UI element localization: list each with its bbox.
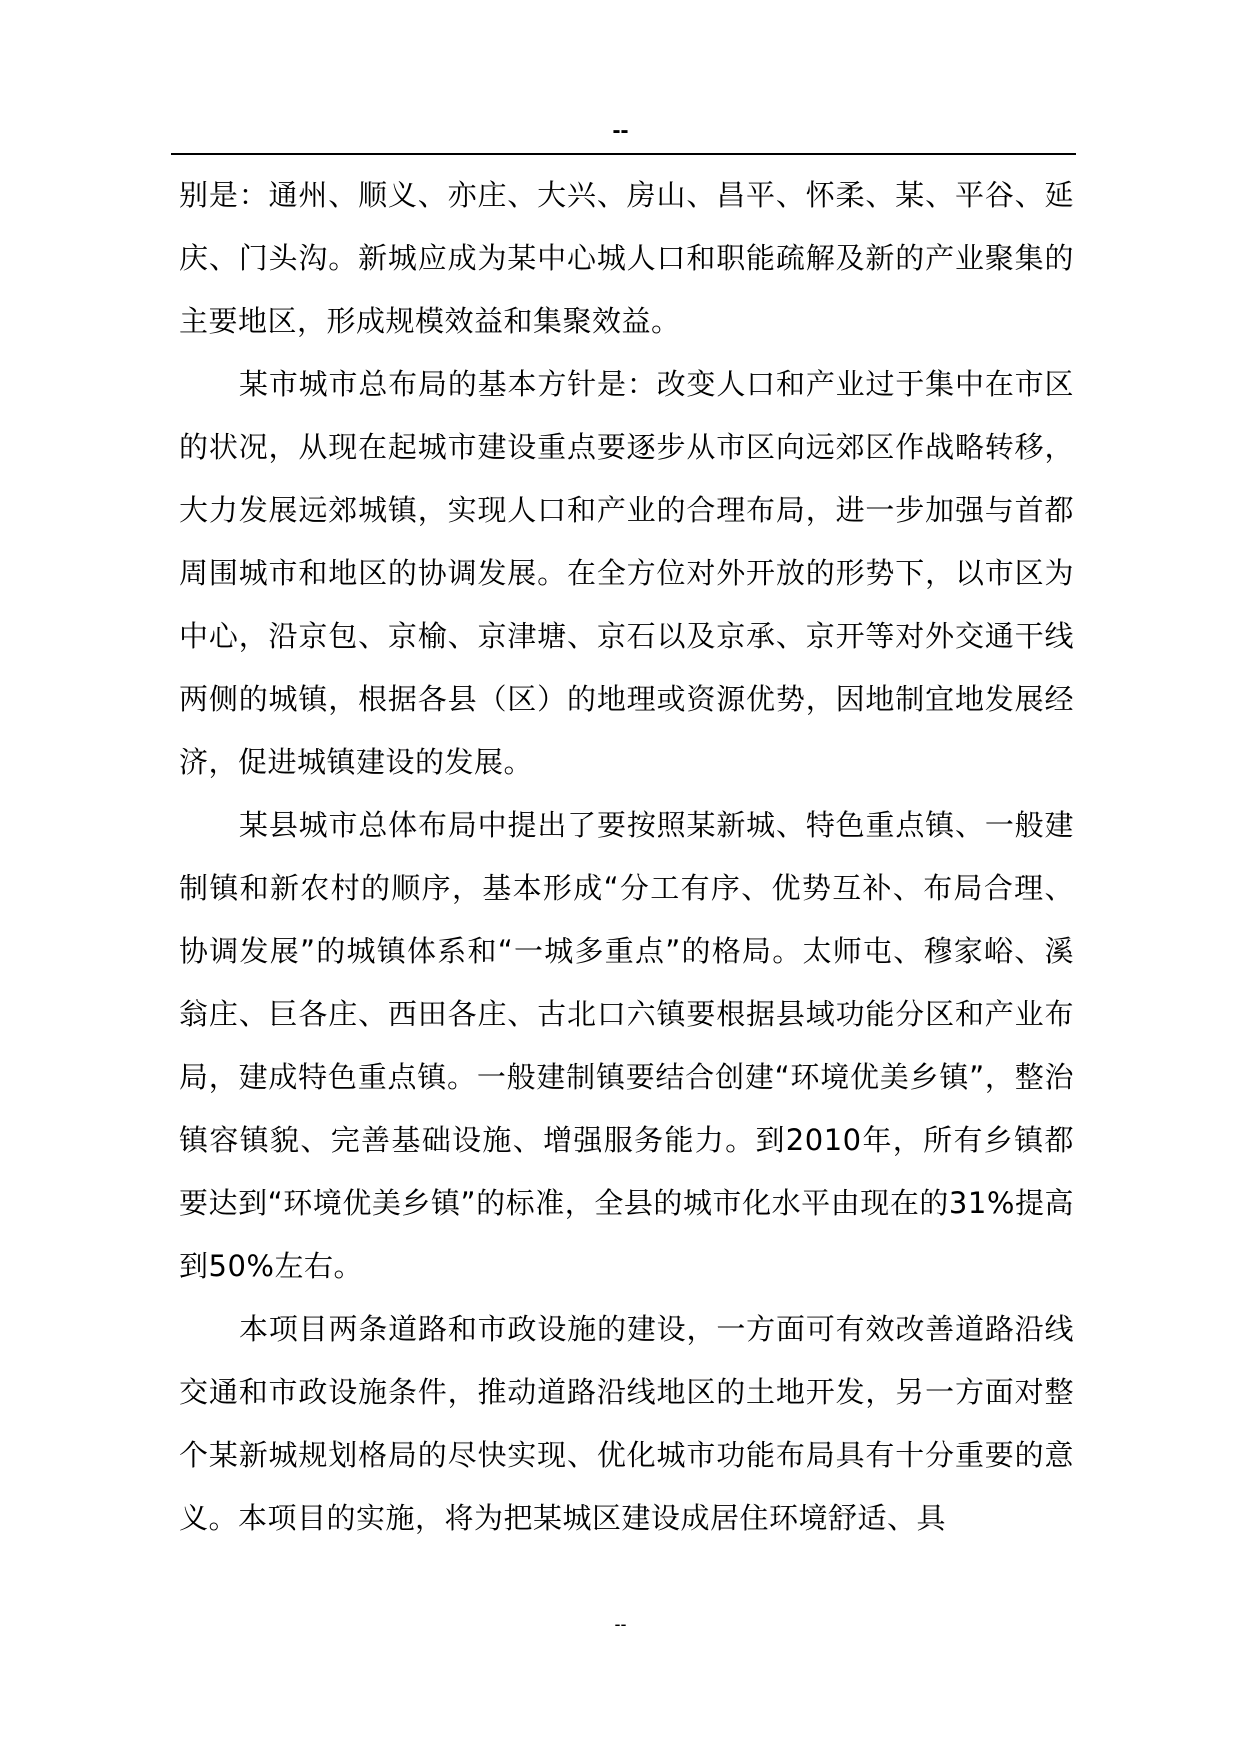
- page-footer-mark: --: [614, 1614, 627, 1634]
- page-header-mark: --: [612, 117, 629, 144]
- document-body: [179, 164, 1074, 1550]
- header-divider: [171, 153, 1076, 155]
- paragraph-4: 本项目两条道路和市政设施的建设，一方面可有效改善道路沿线交通和市政设施条件，推动道路沿线地区的土地开发，另一方面对整个某新城规划格局的尽快实现、优化城市功能布局具有十分重要的意义。本项目的实施，将为把某城区建设成居住环境舒适、具: [179, 1312, 1074, 1535]
- paragraph-2: 某市城市总布局的基本方针是：改变人口和产业过于集中在市区的状况，从现在起城市建设重点要逐步从市区向远郊区作战略转移，大力发展远郊城镇，实现人口和产业的合理布局，进一步加强与首都周围城市和地区的协调发展。在全方位对外开放的形势下，以市区为中心，沿京包、京榆、京津塘、京石以及京承、京开等对外交通干线两侧的城镇，根据各县（区）的地理或资源优势，因地制宜地发展经济，促进城镇建设的发展。: [179, 367, 1074, 779]
- paragraph-1: 别是：通州、顺义、亦庄、大兴、房山、昌平、怀柔、某、平谷、延庆、门头沟。新城应成为某中心城人口和职能疏解及新的产业聚集的主要地区，形成规模效益和集聚效益。: [179, 178, 1074, 338]
- paragraph-3: 某县城市总体布局中提出了要按照某新城、特色重点镇、一般建制镇和新农村的顺序，基本形成“分工有序、优势互补、布局合理、协调发展”的城镇体系和“一城多重点”的格局。太师屯、穆家峪、溪翁庄、巨各庄、西田各庄、古北口六镇要根据县域功能分区和产业布局，建成特色重点镇。一般建制镇要结合创建“环境优美乡镇”，整治镇容镇貌、完善基础设施、增强服务能力。到2010年，所有乡镇都要达到“环境优美乡镇”的标准，全县的城市化水平由现在的31%提高到50%左右。: [179, 808, 1074, 1283]
